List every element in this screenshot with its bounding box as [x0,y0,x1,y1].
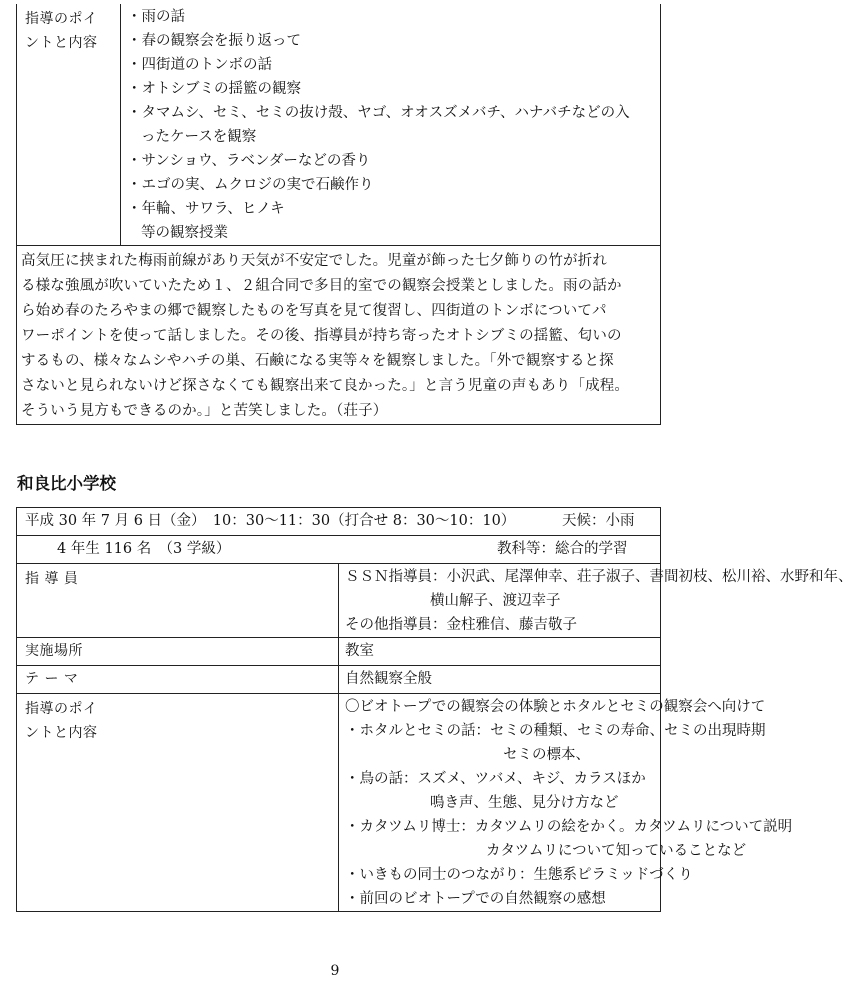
label-line: ントと内容 [25,725,98,741]
point-item: ・鳥の話：スズメ、ツバメ、キジ、カラスほか [345,771,646,787]
instructor-line: ＳＳＮ指導員：小沢武、尾澤伸幸、荘子淑子、書間初枝、松川裕、水野和年、 [345,569,853,585]
school-heading: 和良比小学校 [17,474,116,493]
class-info: 4 年生 116 名 （3 学級） [57,541,231,557]
class-row [17,536,661,564]
point-item: セミの標本、 [503,747,590,763]
theme-label: テ ー マ [17,666,339,694]
point-item: ・いきもの同士のつながり：生態系ピラミッドづくり [345,867,693,883]
venue-label: 実施場所 [17,638,339,666]
points-label [17,694,339,912]
report-line: 高気圧に挟まれた梅雨前線があり天気が不安定でした。児童が飾った七夕飾りの竹が折れ [21,253,607,269]
point-item: ったケースを観察 [141,129,257,145]
point-item: カタツムリについて知っていることなど [486,843,747,859]
observation-table-2 [16,507,853,912]
report-line: さないと見られないけど探さなくても観察出来て良かった。」と言う児童の声もあり「成程。 [21,378,630,394]
point-item: ・年輪、サワラ、ヒノキ [127,201,285,217]
instructor-line: 横山解子、渡辺幸子 [430,593,561,609]
report-line: そういう見方もできるのか。」と苦笑しました。（荘子） [21,403,388,419]
point-item: ・タマムシ、セミ、セミの抜け殻、ヤゴ、オオスズメバチ、ハナバチなどの入 [127,105,630,121]
date-row [17,508,661,536]
theme-value: 自然観察全般 [339,666,661,694]
date-time: 平成 30 年 7 月 6 日（金） 10：30〜11：30（打合せ 8：30〜10：10） [25,513,516,529]
report-line: ら始め春のたろやまの郷で観察したものを写真を見て復習し、四街道のトンボについてパ [21,303,607,319]
point-item: 〇ビオトープでの観察会の体験とホタルとセミの観察会へ向けて [345,699,766,715]
point-item: ・四街道のトンボの話 [127,57,272,73]
label-line: 指導のポイ [25,701,98,717]
instructor-line: その他指導員：金柱雅信、藤吉敬子 [345,617,577,633]
venue-value: 教室 [339,638,661,666]
points-label [17,4,121,246]
label-line: 指導のポイ [25,11,98,27]
label-line: ントと内容 [25,35,98,51]
report-line: するもの、様々なムシやハチの巣、石鹸になる実等々を観察しました。「外で観察すると探 [21,353,614,369]
point-item: ・オトシブミの揺籃の観察 [127,81,301,97]
point-item: ・ホタルとセミの話：セミの種類、セミの寿命、セミの出現時期 [345,723,766,739]
report-line: ワーポイントを使って話しました。その後、指導員が持ち寄ったオトシブミの揺籃、匂いの [21,328,622,344]
report-paragraph [17,246,661,425]
instructors-content [339,564,853,638]
point-item: ・前回のビオトープでの自然観察の感想 [345,891,606,907]
weather: 天候：小雨 [562,513,635,529]
point-item: 鳴き声、生態、見分け方など [430,795,619,811]
points-content [121,4,661,246]
point-item: ・サンショウ、ラベンダーなどの香り [127,153,371,169]
subject: 教科等：総合的学習 [497,541,628,557]
report-line: る様な強風が吹いていたため１、２組合同で多目的室での観察会授業としました。雨の話か [21,278,622,294]
point-item: ・春の観察会を振り返って [127,33,301,49]
point-item: 等の観察授業 [141,225,228,241]
point-item: ・雨の話 [127,9,185,25]
point-item: ・カタツムリ博士：カタツムリの絵をかく。カタツムリについて説明 [345,819,793,835]
points-content [339,694,793,912]
point-item: ・エゴの実、ムクロジの実で石鹸作り [127,177,374,193]
observation-table-1 [16,4,661,425]
page-number: 9 [330,963,340,979]
instructors-label: 指 導 員 [17,564,339,638]
